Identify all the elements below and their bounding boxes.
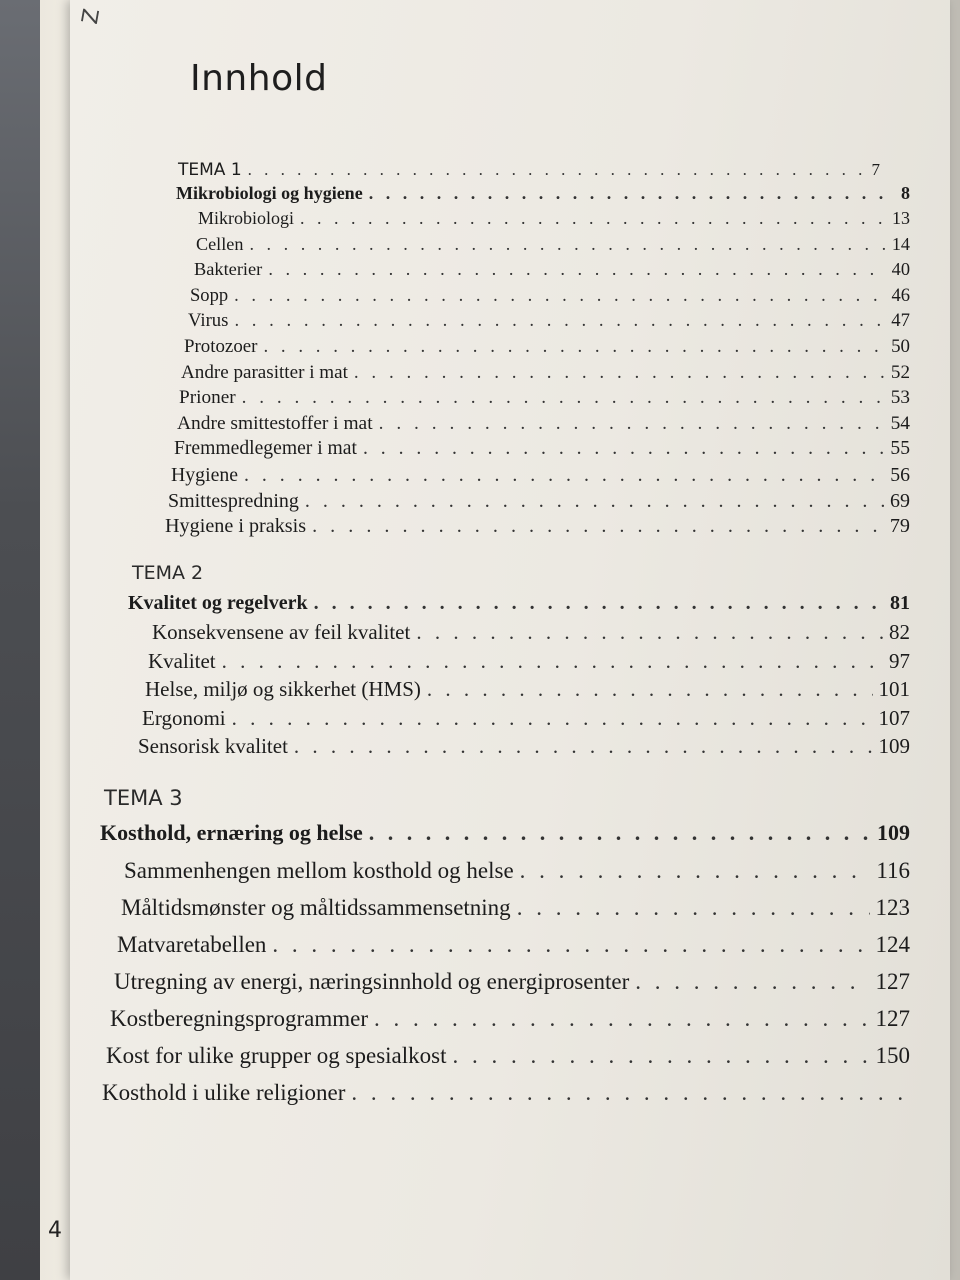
tema1-entry-leader-dots <box>363 438 884 460</box>
tema1-entry-leader-dots <box>300 208 886 229</box>
tema3-section-leader-dots <box>369 820 871 846</box>
tema3-entry-page: 150 <box>875 1043 910 1068</box>
tema2-entry-label: Ergonomi <box>142 705 226 730</box>
tema3-entry-leader-dots <box>520 858 871 884</box>
tema3-entry-leader-dots <box>635 969 869 995</box>
tema3-entry-label: Sammenhengen mellom kosthold og helse <box>124 858 514 883</box>
tema1-entry-label: Andre parasitter i mat <box>181 361 348 383</box>
tema1-entry <box>165 515 910 538</box>
tema2-entry-leader-dots <box>222 649 883 674</box>
tema3-entry-label: Kosthold i ulike religioner <box>102 1080 346 1105</box>
tema1-entry-leader-dots <box>242 387 885 409</box>
tema2-entry-page: 82 <box>889 620 910 644</box>
tema2-entry-page: 97 <box>889 648 910 673</box>
tema1-entry-page: 55 <box>890 438 910 460</box>
tema1-entry-page: 46 <box>891 284 910 306</box>
tema1-entry-label: Protozoer <box>184 336 258 357</box>
tema2-entry <box>148 649 910 674</box>
corner-pencil-mark: Z <box>77 6 106 27</box>
tema1-entry-label: Mikrobiologi <box>198 208 295 228</box>
tema2-entry <box>142 706 910 731</box>
tema2-entry-leader-dots <box>416 620 883 645</box>
tema1-entry-label: Fremmedlegemer i mat <box>174 438 357 460</box>
tema3-entry-label: Kostberegningsprogrammer <box>110 1006 369 1031</box>
tema3-entry-leader-dots <box>517 895 870 921</box>
tema1-entry <box>196 234 910 255</box>
tema1-heading-page: 7 <box>871 160 880 179</box>
tema2-section <box>128 592 910 615</box>
tema3-entry-page: 116 <box>876 858 910 883</box>
tema1-entry-page: 50 <box>891 336 910 357</box>
tema3-entry <box>102 1080 910 1106</box>
tema1-entry-label: Andre smittestoffer i mat <box>177 412 373 434</box>
tema2-entry-label: Sensorisk kvalitet <box>138 734 288 758</box>
tema2-entry-leader-dots <box>427 677 873 702</box>
tema1-entry <box>179 387 910 409</box>
tema1-heading: TEMA 1 <box>178 160 242 180</box>
tema3-entry-leader-dots <box>374 1006 869 1032</box>
tema3-entry-label: Kost for ulike grupper og spesialkost <box>106 1043 447 1068</box>
tema1-entry <box>194 259 910 280</box>
tema2-entry-label: Helse, miljø og sikkerhet (HMS) <box>145 677 421 701</box>
tema1-entry-label: Hygiene <box>171 464 239 486</box>
tema3-heading: TEMA 3 <box>104 786 183 810</box>
tema3-entry-label: Utregning av energi, næringsinnhold og energiprosenter <box>114 969 630 994</box>
tema1-section-page: 8 <box>901 183 910 203</box>
tema1-entry <box>177 413 910 435</box>
tema3-entry <box>110 1006 910 1032</box>
tema1-entry <box>190 285 910 307</box>
tema2-entry-leader-dots <box>294 734 873 759</box>
tema3-entry-page: 127 <box>875 969 910 994</box>
tema3-entry-label: Matvaretabellen <box>117 932 267 957</box>
tema1-entry-leader-dots <box>305 490 884 513</box>
tema1-entry-page: 56 <box>890 464 910 486</box>
tema1-entry-leader-dots <box>268 259 885 280</box>
tema3-entry <box>124 858 910 884</box>
tema1-section <box>176 183 910 204</box>
tema1-entry-page: 13 <box>892 208 910 228</box>
tema3-section-label: Kosthold, ernæring og helse <box>100 820 363 845</box>
tema3-entry <box>121 895 910 921</box>
tema3-section <box>100 820 910 846</box>
tema2-entry <box>145 677 910 702</box>
tema1-entry-leader-dots <box>354 362 885 384</box>
tema1-entry <box>188 310 910 332</box>
tema1-entry-page: 79 <box>889 515 910 538</box>
tema1-entry <box>168 490 910 513</box>
tema3-entry-page: 124 <box>875 932 910 957</box>
tema2-entry-page: 107 <box>878 705 910 730</box>
tema2-section-page: 81 <box>890 592 910 614</box>
tema1-entry-page: 47 <box>891 310 910 332</box>
tema2-heading: TEMA 2 <box>132 562 204 584</box>
tema2-entry-leader-dots <box>232 706 873 731</box>
tema3-entry <box>114 969 910 995</box>
tema2-section-leader-dots <box>314 592 884 615</box>
tema1-entry-page: 69 <box>890 489 910 512</box>
tema2-entry <box>138 734 910 759</box>
tema1-entry-label: Cellen <box>196 233 244 254</box>
tema1-section-label: Mikrobiologi og hygiene <box>176 183 363 203</box>
tema1-entry-leader-dots <box>249 234 885 255</box>
tema1-entry <box>198 208 910 229</box>
tema2-entry-label: Kvalitet <box>148 648 216 673</box>
tema3-entry-page: 123 <box>875 895 910 920</box>
tema2-section-label: Kvalitet og regelverk <box>128 592 308 614</box>
tema2-entry-page: 101 <box>878 677 910 701</box>
page-number: 4 <box>48 1218 62 1243</box>
tema3-entry <box>106 1043 910 1069</box>
tema1-entry <box>184 336 910 358</box>
tema1-section-leader-dots <box>369 183 895 204</box>
tema3-entry <box>117 932 910 958</box>
tema3-section-page: 109 <box>877 820 910 845</box>
tema1-entry-label: Sopp <box>190 284 229 306</box>
tema2-entry <box>152 620 910 645</box>
tema1-entry-page: 40 <box>891 259 910 280</box>
tema1-entry-label: Prioner <box>179 387 236 409</box>
tema1-entry-page: 53 <box>890 387 910 409</box>
tema1-entry <box>171 464 910 487</box>
tema1-heading-leader-dots <box>248 160 866 180</box>
tema1-entry-leader-dots <box>379 413 885 435</box>
tema1-entry-page: 54 <box>890 412 910 434</box>
tema1-entry-leader-dots <box>312 515 884 538</box>
tema3-entry-leader-dots <box>272 932 869 958</box>
tema1-entry <box>174 438 910 460</box>
tema3-entry-leader-dots <box>452 1043 869 1069</box>
tema2-entry-page: 109 <box>878 734 910 758</box>
tema1-entry-label: Smittespredning <box>168 489 299 512</box>
tema1-entry-leader-dots <box>234 310 885 332</box>
tema2-entry-label: Konsekvensene av feil kvalitet <box>152 620 411 644</box>
tema3-entry-label: Måltidsmønster og måltidssammensetning <box>121 895 511 920</box>
tema1-entry <box>181 362 910 384</box>
tema3-entry-page: 127 <box>875 1006 910 1031</box>
tema1-entry-page: 14 <box>891 233 910 254</box>
page-title: Innhold <box>190 58 328 99</box>
tema1-entry-leader-dots <box>234 285 885 307</box>
tema1-entry-page: 52 <box>890 361 910 383</box>
tema1-entry-label: Hygiene i praksis <box>165 515 307 538</box>
tema1-entry-label: Virus <box>188 310 229 332</box>
tema1-entry-leader-dots <box>244 464 884 487</box>
tema3-entry-leader-dots <box>351 1080 904 1106</box>
tema1-heading-row <box>178 160 880 180</box>
tema1-entry-label: Bakterier <box>194 259 263 280</box>
tema1-entry-leader-dots <box>263 336 885 358</box>
